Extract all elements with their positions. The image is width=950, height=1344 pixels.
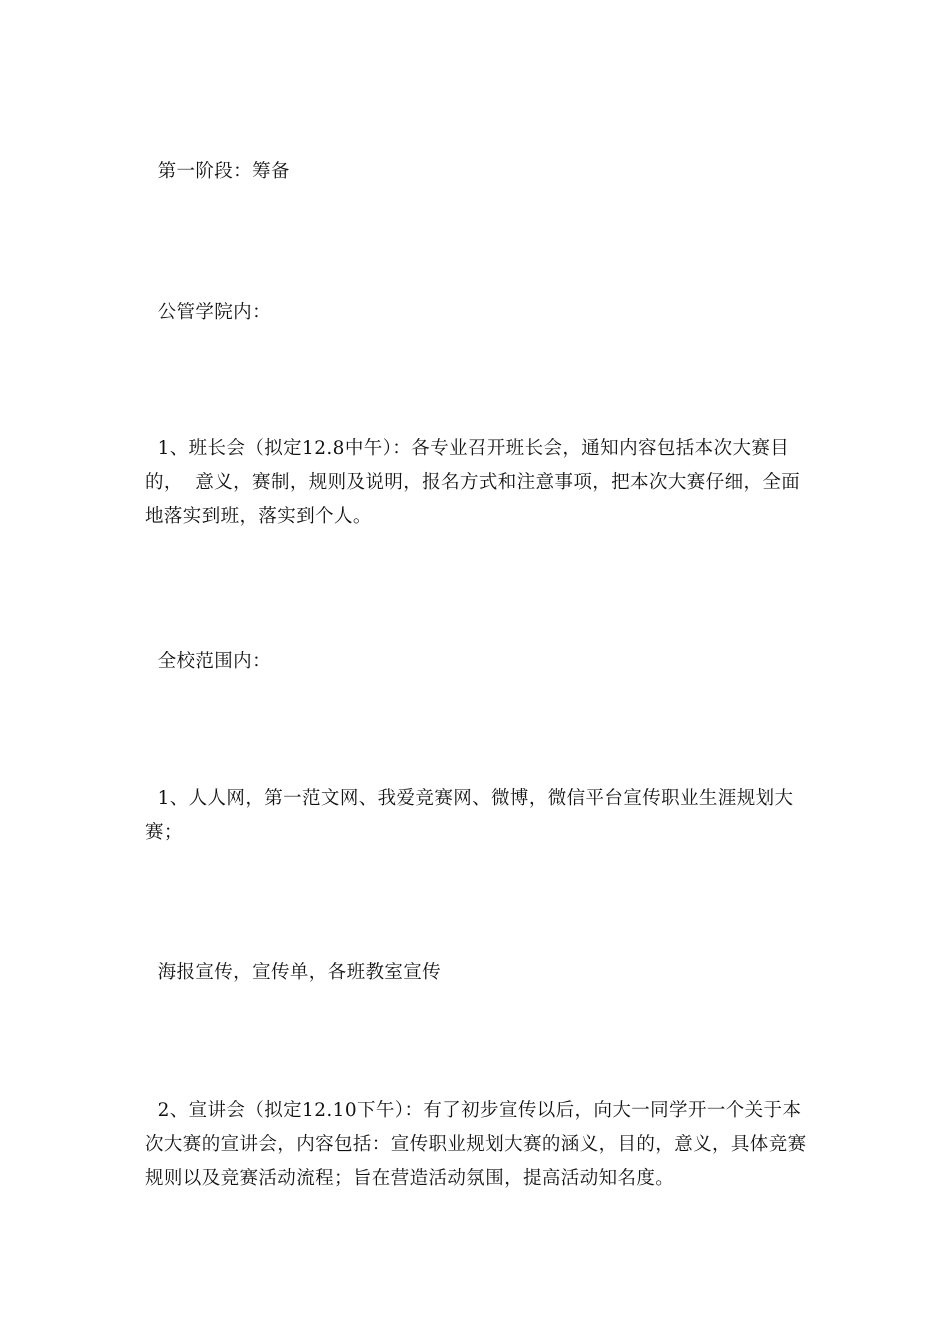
poster-promotion-paragraph: 海报宣传，宣传单，各班教室宣传 xyxy=(145,962,442,983)
stage-one-heading: 第一阶段：筹备 xyxy=(145,161,290,182)
online-promotion-paragraph: 1、人人网，第一范文网、我爱竞赛网、微博，微信平台宣传职业生涯规划大赛； xyxy=(145,788,794,843)
class-leader-meeting-paragraph: 1、班长会（拟定12.8中午）：各专业召开班长会，通知内容包括本次大赛目的， 意义，赛制，规则及说明，报名方式和注意事项，把本次大赛仔细，全面地落实到班，落实到个人。 xyxy=(145,438,801,527)
school-scope-heading: 全校范围内： xyxy=(145,651,271,672)
college-scope-heading: 公管学院内： xyxy=(145,302,271,323)
briefing-session-paragraph: 2、宣讲会（拟定12.10下午）：有了初步宣传以后，向大一同学开一个关于本次大赛的宣讲会，内容包括：宣传职业规划大赛的涵义，目的，意义，具体竞赛规则以及竞赛活动流程；旨在营造活动氛围，提高活动知名度。 xyxy=(145,1100,807,1189)
